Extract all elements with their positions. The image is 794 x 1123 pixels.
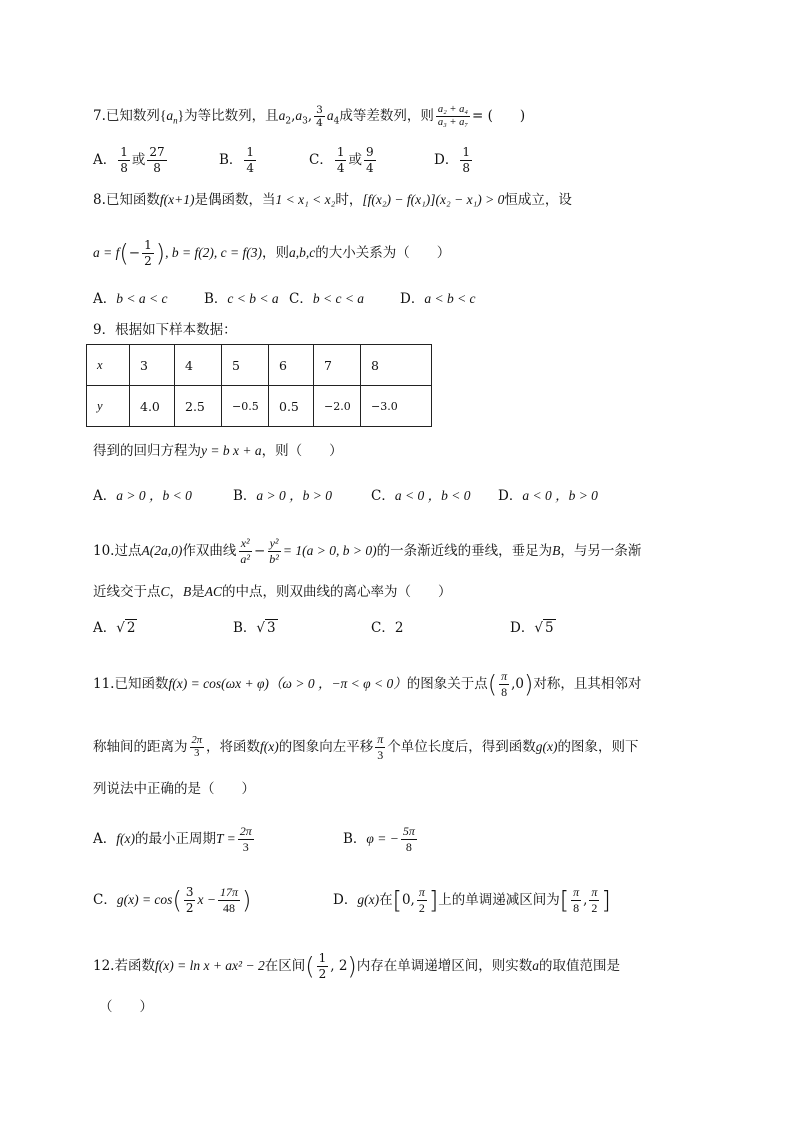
q7-option-b: B． $\frac{1}{4}$	[219, 145, 255, 175]
q7-option-c: C． $\frac{1}{4}$ 或 $\frac{9}{4}$	[309, 145, 374, 175]
q11-option-b: B．φ = − $\frac{5\pi}{8}$	[343, 824, 415, 854]
q10-option-b: B．√ 3	[233, 620, 276, 636]
q12-stem-line1: 12.若函数f(x) = ln x + ax² − 2在区间( $\frac{1}{2}$ , 2)内存在单调递增区间，则实数a的取值范围是	[93, 951, 621, 981]
q9-stem: 9．根据如下样本数据：	[93, 322, 237, 338]
q9-option-c: C．a < 0 ，b < 0	[371, 488, 471, 504]
q9-option-a: A．a > 0 ，b < 0	[93, 488, 192, 504]
q8-option-c: C．b < c < a	[289, 291, 365, 307]
q11-option-c: C．g(x) = cos( $\frac{3}{2}$ x − $\frac{17\pi}{48}$ )	[93, 885, 252, 915]
q10-option-c: C．2	[371, 620, 404, 636]
q9-option-b: B．a > 0 ，b > 0	[233, 488, 333, 504]
q12-stem-line2: （ ）	[99, 999, 153, 1015]
table-row-x: x 3 4 5 6 7 8	[87, 345, 432, 386]
q7-option-a: A． $\frac{1}{8}$ 或 $\frac{27}{8}$	[93, 145, 165, 175]
q11-option-a: A．f(x)的最小正周期T = $\frac{2\pi}{3}$	[93, 824, 252, 854]
q7-stem: 7.已知数列$\{a_n\}$为等比数列，且$a_2,a_3$, $\frac{3}{4}$ $a_4$成等差数列，则 $\frac{\text{a₂ + a₄}}{\text{a₃ + a₇}}$ = ( )	[93, 104, 526, 129]
q8-option-a: A．b < a < c	[93, 291, 168, 307]
regression-equation: y = b x + a	[201, 443, 262, 458]
q8-stem-line1: 8.已知函数f(x+1)是偶函数，当1 < x₁ < x₂时，[f(x₂) − f(x₁)](x₂ − x₁) > 0恒成立，设	[93, 192, 572, 208]
table-row-y: y 4.0 2.5 −0.5 0.5 −2.0 −3.0	[87, 386, 432, 427]
q10-option-a: A．√ 2	[93, 620, 136, 636]
q10-stem-line1: 10.过点A(2a,0)作双曲线 $\frac{\text{x²}}{\text{a²}}$ − $\frac{\text{y²}}{\text{b²}}$ = 1(a > 0, b > 0)的一条渐近线的垂线，垂足为B，与另一条渐	[93, 536, 642, 566]
q7-ratio-fraction: $\frac{\text{a₂ + a₄}}{\text{a₃ + a₇}}$	[437, 104, 468, 128]
q8-stem-line2: a = f(− $\frac{1}{2}$ ), b = f(2), c = f(3)，则a,b,c的大小关系为（ ）	[93, 238, 451, 268]
q10-stem-line2: 近线交于点C，B是AC的中点，则双曲线的离心率为（ ）	[93, 584, 452, 600]
q10-option-d: D．√ 5	[510, 620, 554, 636]
q9-option-d: D．a < 0 ，b > 0	[498, 488, 598, 504]
q11-stem-line1: 11.已知函数f(x) = cos(ωx + φ)（ω > 0 ，−π < φ < 0）的图象关于点( $\frac{\pi}{8}$ ,0)对称，且其相邻对	[93, 669, 642, 699]
q11-stem-line2: 称轴间的距离为 $\frac{2\pi}{3}$ ，将函数f(x)的图象向左平移 $\frac{\pi}{3}$ 个单位长度后，得到函数g(x)的图象，则下	[93, 732, 639, 762]
q7-option-d: D． $\frac{1}{8}$	[434, 145, 470, 175]
q8-option-b: B．c < b < a	[204, 291, 279, 307]
q11-stem-line3: 列说法中正确的是（ ）	[93, 781, 255, 797]
q11-option-d: D．g(x)在[0, $\frac{\pi}{2}$ ]上的单调递减区间为[ $\frac{\pi}{8}$ , $\frac{\pi}{2}$ ]	[333, 885, 611, 915]
q8-option-d: D．a < b < c	[400, 291, 476, 307]
q9-sample-table	[86, 344, 432, 427]
q9-regression-line: 得到的回归方程为y = b x + a，则（ ）	[93, 443, 343, 459]
